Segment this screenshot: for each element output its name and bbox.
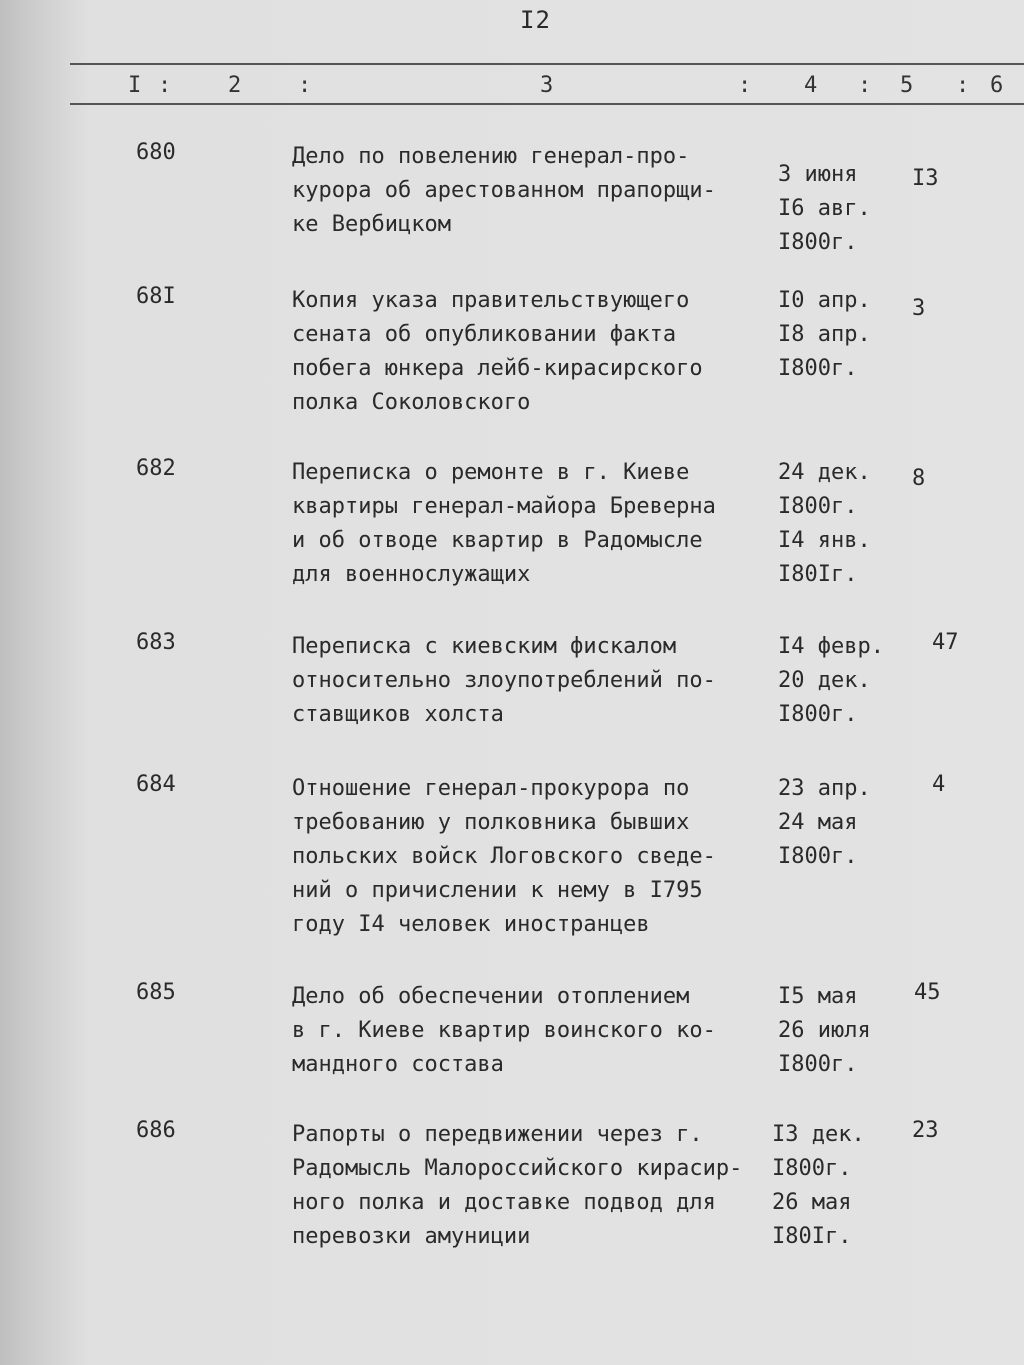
column-header-4: 4 — [804, 73, 818, 98]
entry-sheets: 8 — [912, 466, 926, 491]
header-bottom-rule — [70, 103, 1024, 105]
entry-sheets: I3 — [912, 166, 939, 191]
entry-number: 684 — [136, 772, 176, 797]
column-header-5: 5 — [900, 73, 914, 98]
entry-dates: I0 апр. I8 апр. I800г. — [778, 288, 871, 381]
entry-title: Дело об обеспечении отоплением в г. Киеве квартир воинского ко- мандного состава — [292, 984, 716, 1077]
entry-title: Отношение генерал-прокурора по требованию у полковника бывших польских войск Логовского сведе- ний о причислении к нему в I795 году I4 человек иностранцев — [292, 776, 716, 937]
header-top-rule — [70, 63, 1024, 65]
entry-number: 680 — [136, 140, 176, 165]
column-separator: : — [738, 73, 752, 98]
entry-dates: 3 июня I6 авг. I800г. — [778, 162, 871, 255]
entry-sheets: 45 — [914, 980, 941, 1005]
entry-sheets: 23 — [912, 1118, 939, 1143]
column-header-2: 2 — [228, 73, 242, 98]
entry-sheets: 3 — [912, 296, 926, 321]
entry-dates: I4 февр. 20 дек. I800г. — [778, 634, 884, 727]
column-separator: : — [158, 73, 172, 98]
page-number: I2 — [520, 6, 551, 34]
entry-title: Дело по повелению генерал-про- курора об арестованном прапорщи- ке Вербицком — [292, 144, 716, 237]
column-separator: : — [858, 73, 872, 98]
column-separator: : — [298, 73, 312, 98]
entry-sheets: 4 — [932, 772, 946, 797]
entry-title: Переписка о ремонте в г. Киеве квартиры генерал-майора Бреверна и об отводе квартир в Радомысле для военнослужащих — [292, 460, 716, 587]
entry-title: Рапорты о передвижении через г. Радомысль Малороссийского кирасир- ного полка и доставке подвод для перевозки амуниции — [292, 1122, 743, 1249]
entry-title: Копия указа правительствующего сената об опубликовании факта побега юнкера лейб-кирасирского полка Соколовского — [292, 288, 703, 415]
entry-dates: I5 мая 26 июля I800г. — [778, 984, 871, 1077]
entry-number: 68I — [136, 284, 176, 309]
entry-dates: 23 апр. 24 мая I800г. — [778, 776, 871, 869]
entry-number: 685 — [136, 980, 176, 1005]
entry-dates: I3 дек. I800г. 26 мая I80Iг. — [772, 1122, 865, 1249]
column-header-6: 6 — [990, 73, 1004, 98]
column-header-1: I — [128, 73, 142, 98]
entry-number: 682 — [136, 456, 176, 481]
column-header-3: 3 — [540, 73, 554, 98]
column-separator: : — [956, 73, 970, 98]
entry-dates: 24 дек. I800г. I4 янв. I80Iг. — [778, 460, 871, 587]
entry-number: 686 — [136, 1118, 176, 1143]
entry-number: 683 — [136, 630, 176, 655]
entry-title: Переписка с киевским фискалом относительно злоупотреблений по- ставщиков холста — [292, 634, 716, 727]
entry-sheets: 47 — [932, 630, 959, 655]
